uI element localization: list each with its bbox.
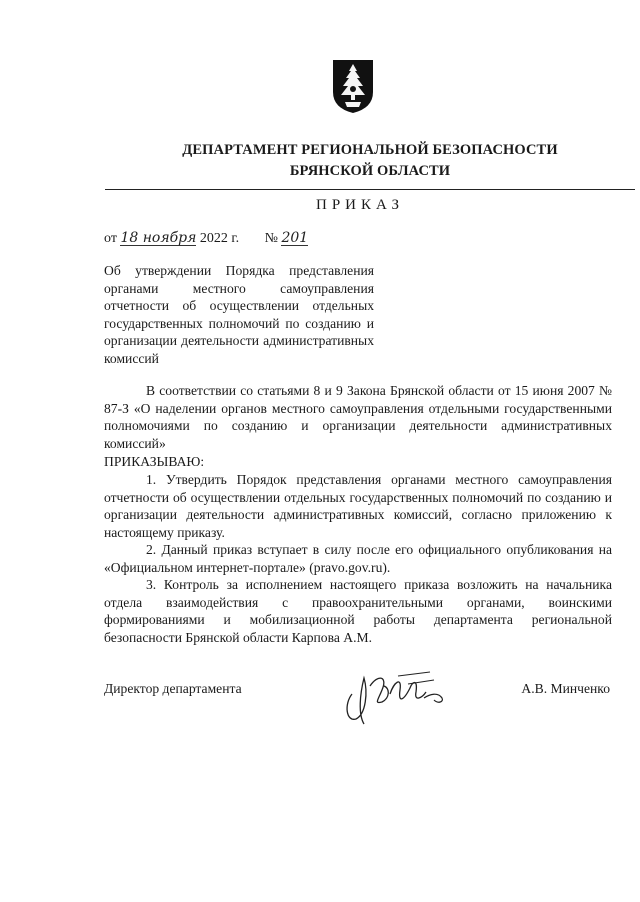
handwritten-number: 201 xyxy=(281,230,309,246)
document-subject: Об утверждении Порядка представления органами местного самоуправления отчетности об осуществлении отдельных государственных полномочий по созданию и организации деятельности административных комиссий xyxy=(104,263,374,366)
date-line xyxy=(104,231,308,247)
order-item-3: 3. Контроль за исполнением настоящего приказа возложить на начальника отдела взаимодействия с правоохранительными органами, воинскими формированиями и мобилизационной работы департамента региональной безопасности Брянской области Карпова А.М. xyxy=(104,577,612,645)
preamble-paragraph: В соответствии со статьями 8 и 9 Закона Брянской области от 15 июня 2007 № 87-З «О наделении органов местного самоуправления отдельными государственными полномочиями по созданию и организации деятельности административных комиссий» xyxy=(104,383,612,451)
organization-title xyxy=(100,140,640,182)
date-year: 2022 г. xyxy=(199,231,240,246)
order-item-1: 1. Утвердить Порядок представления органами местного самоуправления отчетности об осуществлении отдельных государственных полномочий по созданию и организации деятельности административных комиссий, согласно приложению к настоящему приказу. xyxy=(104,472,612,540)
coat-of-arms-icon xyxy=(331,58,375,114)
order-keyword: ПРИКАЗЫВАЮ: xyxy=(104,454,205,469)
organization-line-1: ДЕПАРТАМЕНТ РЕГИОНАЛЬНОЙ БЕЗОПАСНОСТИ xyxy=(182,142,558,158)
signatory-name: А.В. Минченко xyxy=(521,681,610,696)
document-type: ПРИКАЗ xyxy=(316,197,404,213)
handwritten-date: 18 ноября xyxy=(120,230,197,246)
number-label: № xyxy=(264,231,278,246)
date-prefix: от xyxy=(104,231,117,246)
order-item-2: 2. Данный приказ вступает в силу после его официального опубликования на «Официальном интернет-портале» (pravo.gov.ru). xyxy=(104,542,612,575)
organization-line-2: БРЯНСКОЙ ОБЛАСТИ xyxy=(289,163,451,179)
handwritten-signature xyxy=(338,664,456,730)
header-divider xyxy=(105,189,635,190)
signatory-title: Директор департамента xyxy=(104,681,242,696)
